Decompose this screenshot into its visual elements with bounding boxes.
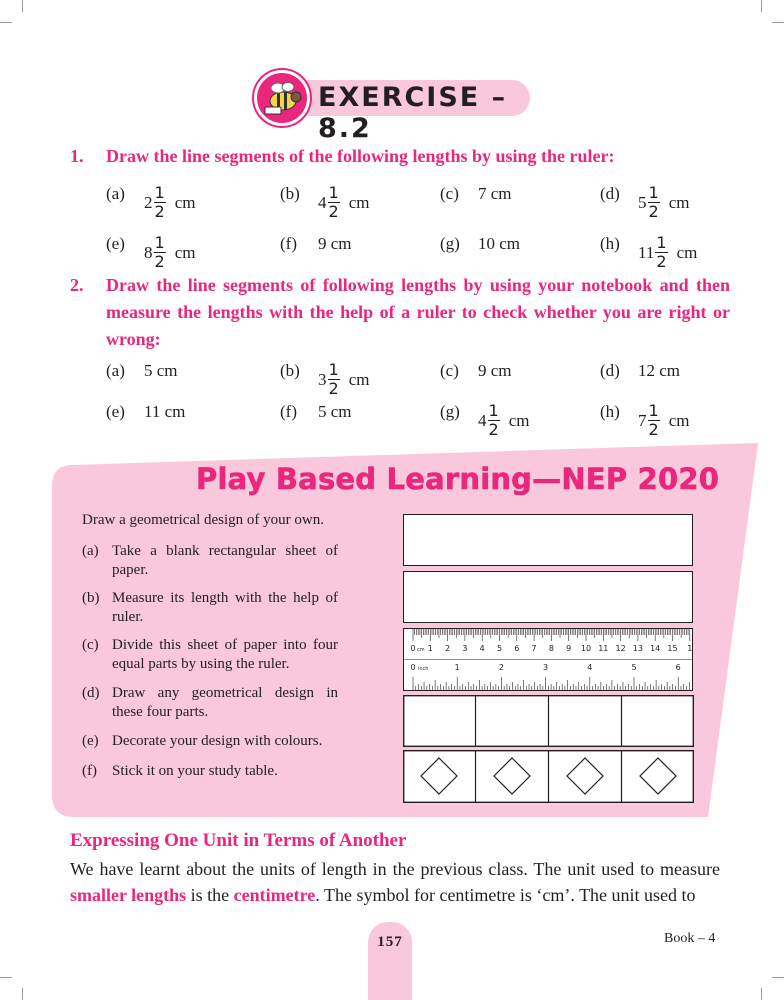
crop-mark — [761, 988, 762, 1000]
page-number: 157 — [377, 934, 403, 950]
item-label: (h) — [600, 402, 620, 421]
blank-sheet-illustration — [403, 514, 693, 566]
section-heading: Expressing One Unit in Terms of Another — [70, 830, 407, 851]
numerator: 1 — [488, 401, 499, 420]
whole-number: 4 — [478, 410, 487, 430]
step-text: Stick it on your study table. — [112, 763, 278, 779]
item-label: (a) — [106, 361, 125, 380]
play-step-a — [82, 542, 338, 582]
denominator: 2 — [488, 420, 499, 439]
crop-mark — [761, 0, 762, 12]
play-step-c — [82, 636, 338, 676]
ruler-cm-label: 15 — [667, 644, 678, 653]
ruler-cm-label: 7 — [531, 644, 537, 653]
ruler-cm-label: 13 — [632, 644, 643, 653]
step-label: (f) — [82, 763, 97, 779]
item-label: (a) — [106, 184, 125, 203]
ruler-inch-label: 6 — [675, 663, 681, 672]
whole-number: 8 — [144, 242, 153, 262]
numerator: 1 — [154, 183, 165, 202]
numerator: 1 — [648, 183, 659, 202]
ruler-cm-label: 14 — [650, 644, 661, 653]
unit: cm — [348, 369, 370, 389]
question-1 — [70, 143, 730, 170]
ruler-inch-label: 2 — [498, 663, 504, 672]
ruler-inch-unit: inch — [418, 666, 429, 672]
item-label: (f) — [280, 402, 297, 421]
unit: cm — [508, 410, 530, 430]
step-text: Decorate your design with colours. — [112, 733, 323, 749]
exercise-header — [254, 70, 530, 144]
ruler-cm-label: 2 — [445, 644, 451, 653]
ruler-cm-label: 6 — [514, 644, 520, 653]
item-label: (d) — [600, 361, 620, 380]
play-title: Play Based Learning—NEP 2020 — [196, 462, 720, 496]
unit: cm — [348, 192, 370, 212]
section-paragraph — [70, 856, 720, 908]
play-step-f — [82, 762, 338, 782]
measure-sheet-illustration — [403, 571, 693, 623]
bee-icon — [263, 80, 303, 118]
denominator: 2 — [328, 379, 339, 398]
item-label: (e) — [106, 402, 125, 421]
play-step-b — [82, 589, 338, 629]
item-value: 5 cm — [144, 361, 178, 380]
step-label: (a) — [82, 543, 99, 559]
ruler-graphic — [404, 629, 692, 690]
item-label: (e) — [106, 234, 125, 253]
ruler-cm-label: 5 — [496, 644, 503, 653]
unit: cm — [174, 242, 196, 262]
ruler-cm-label: 12 — [615, 644, 626, 653]
denominator: 2 — [328, 202, 339, 221]
item-label: (h) — [600, 234, 620, 253]
crop-mark — [0, 977, 12, 978]
item-value: 7 cm — [478, 184, 512, 203]
denominator: 2 — [154, 252, 165, 271]
fraction — [648, 184, 660, 221]
ruler-cm-label: 1 — [687, 644, 692, 653]
ruler-cm-label: 9 — [566, 644, 572, 653]
ruler-cm-label: 0 — [410, 644, 416, 653]
ruler-cm-label: 1 — [427, 644, 433, 653]
ruler-illustration — [403, 628, 693, 691]
play-intro: Draw a geometrical design of your own. — [82, 512, 325, 528]
item-label: (d) — [600, 184, 620, 203]
highlight-centimetre: centimetre — [233, 885, 316, 905]
ruler-inch-label: 3 — [543, 663, 549, 672]
item-value: 10 cm — [478, 234, 521, 253]
unit: cm — [174, 192, 196, 212]
bee-badge-icon — [254, 70, 310, 126]
fraction — [655, 234, 667, 271]
item-label: (g) — [440, 402, 460, 421]
whole-number: 2 — [144, 192, 153, 212]
question-number: 2. — [70, 275, 84, 295]
fraction — [328, 361, 340, 398]
fraction — [154, 184, 166, 221]
item-value: 11 cm — [144, 402, 186, 421]
question-number: 1. — [70, 146, 84, 166]
step-label: (d) — [82, 685, 100, 701]
unit: cm — [676, 242, 698, 262]
numerator: 1 — [328, 360, 339, 379]
ruler-cm-unit: cm — [417, 647, 425, 653]
fraction — [328, 184, 340, 221]
denominator: 2 — [648, 202, 659, 221]
whole-number: 11 — [638, 242, 655, 262]
step-label: (b) — [82, 590, 100, 606]
step-text: Divide this sheet of paper into four equal parts by using the ruler. — [112, 637, 338, 672]
exercise-title: EXERCISE – 8.2 — [318, 82, 508, 144]
crop-mark — [22, 0, 23, 12]
whole-number: 7 — [638, 410, 647, 430]
play-step-e — [82, 732, 338, 752]
question-text: Draw the line segments of following lengths by using your notebook and then measure the lengths with the help of a ruler to check whether you are right or wrong: — [106, 275, 730, 349]
numerator: 1 — [656, 233, 667, 252]
item-label: (b) — [280, 361, 300, 380]
denominator: 2 — [648, 420, 659, 439]
paragraph-text: . The symbol for centimetre is ‘cm’. The unit used to — [315, 885, 696, 905]
item-value: 9 cm — [478, 361, 512, 380]
crop-mark — [772, 22, 784, 23]
step-text: Draw any geometrical design in these four parts. — [112, 685, 338, 720]
crop-mark — [22, 988, 23, 1000]
crop-mark — [772, 977, 784, 978]
paragraph-text: We have learnt about the units of length in the previous class. The unit used to measure — [70, 859, 720, 879]
unit: cm — [668, 410, 690, 430]
whole-number: 5 — [638, 192, 647, 212]
play-step-d — [82, 684, 338, 724]
item-label: (g) — [440, 234, 460, 253]
step-text: Measure its length with the help of ruler. — [112, 590, 338, 625]
question-2 — [70, 272, 730, 353]
item-label: (c) — [440, 184, 459, 203]
design-illustration — [403, 750, 694, 803]
question-text: Draw the line segments of the following lengths by using the ruler: — [106, 146, 615, 166]
step-text: Take a blank rectangular sheet of paper. — [112, 543, 338, 578]
ruler-inch-label: 0 — [410, 663, 416, 672]
item-label: (f) — [280, 234, 297, 253]
numerator: 1 — [154, 233, 165, 252]
ruler-cm-label: 8 — [548, 644, 554, 653]
ruler-inch-label: 4 — [587, 663, 593, 672]
whole-number: 4 — [318, 192, 327, 212]
fraction — [154, 234, 166, 271]
item-value: 12 cm — [638, 361, 681, 380]
ruler-inch-label: 1 — [454, 663, 460, 672]
denominator: 2 — [154, 202, 165, 221]
book-label: Book – 4 — [664, 931, 716, 946]
fraction — [488, 402, 500, 439]
ruler-cm-label: 10 — [580, 644, 592, 653]
paragraph-text: is the — [186, 885, 234, 905]
item-label: (c) — [440, 361, 459, 380]
four-parts-illustration — [403, 695, 694, 747]
ruler-cm-label: 11 — [598, 644, 609, 653]
numerator: 1 — [648, 401, 659, 420]
item-value: 5 cm — [318, 402, 352, 421]
numerator: 1 — [328, 183, 339, 202]
whole-number: 3 — [318, 369, 327, 389]
crop-mark — [0, 22, 12, 23]
step-label: (e) — [82, 733, 99, 749]
ruler-cm-label: 4 — [479, 644, 485, 653]
item-value: 9 cm — [318, 234, 352, 253]
step-label: (c) — [82, 637, 99, 653]
ruler-inch-label: 5 — [631, 663, 637, 672]
unit: cm — [668, 192, 690, 212]
highlight-smaller-lengths: smaller lengths — [70, 885, 187, 905]
ruler-cm-label: 3 — [462, 644, 468, 653]
fraction — [648, 402, 660, 439]
denominator: 2 — [656, 252, 667, 271]
item-label: (b) — [280, 184, 300, 203]
